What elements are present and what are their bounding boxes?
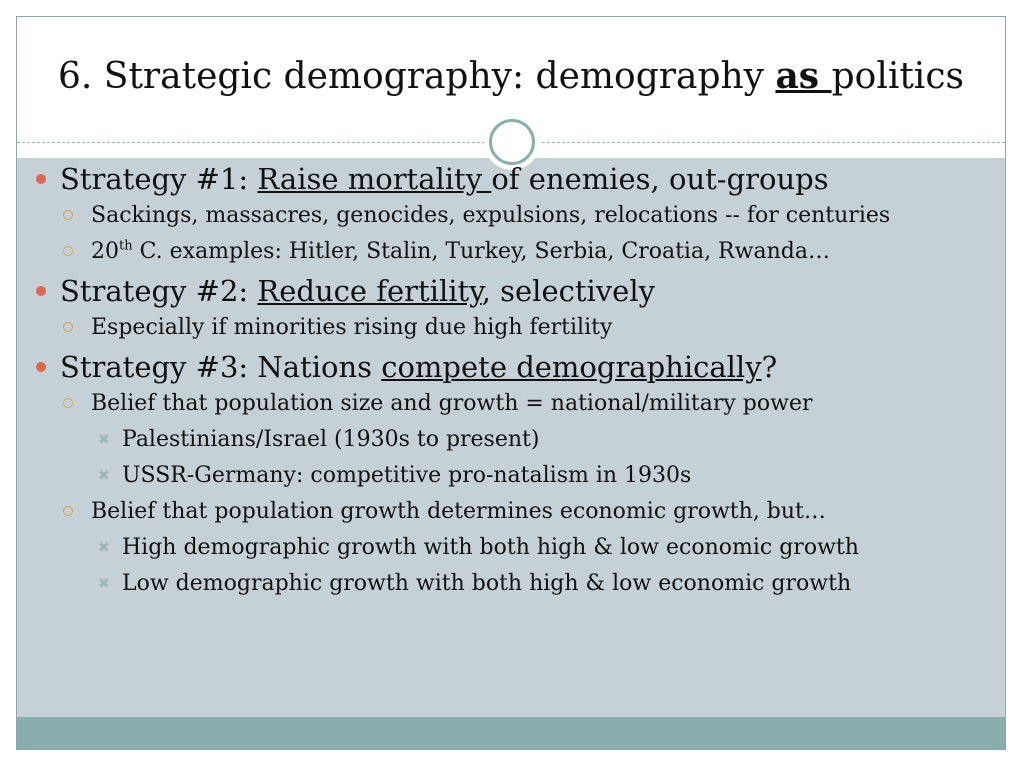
strategy-1-item: [36, 162, 1004, 196]
strategy-2-prefix: Strategy #2:: [60, 274, 258, 308]
bullet-ring-icon: [63, 398, 73, 408]
strategy-2-item: [36, 274, 1004, 308]
strategy-3-sub-2-b: [36, 570, 1004, 598]
strategy-1-sub-1-text: Sackings, massacres, genocides, expulsions, relocations -- for centuries: [91, 203, 891, 228]
bullet-ring-icon: [63, 246, 73, 256]
bullet-ring-icon: [63, 210, 73, 220]
bullet-x-icon: ✖: [98, 468, 110, 484]
footer-band: [17, 717, 1005, 750]
bullet-dot-icon: [36, 362, 46, 372]
strategy-3-underlined: compete demographically: [381, 350, 762, 384]
bullet-list: [36, 162, 1004, 606]
strategy-3-sub-1-a: [36, 426, 1004, 454]
title-text-after: politics: [831, 56, 964, 97]
strategy-1-sub-1: [36, 202, 1004, 230]
slide-title: [17, 55, 1005, 97]
strategy-1-sub-2-superscript: th: [119, 238, 133, 254]
title-text-before: 6. Strategic demography: demography: [58, 56, 776, 97]
strategy-3-sub-1: [36, 390, 1004, 418]
strategy-3-sub-2: [36, 498, 1004, 526]
bullet-ring-icon: [63, 506, 73, 516]
strategy-2-underlined: Reduce fertility: [257, 274, 482, 308]
strategy-3-sub-2-text: Belief that population growth determines economic growth, but…: [91, 499, 826, 524]
strategy-1-sub-2-number: 20: [91, 239, 119, 264]
strategy-3-prefix: Strategy #3: Nations: [60, 350, 382, 384]
strategy-3-sub-2-b-text: Low demographic growth with both high & low economic growth: [122, 571, 852, 596]
strategy-3-sub-2-a-text: High demographic growth with both high & low economic growth: [122, 535, 859, 560]
strategy-2-suffix: , selectively: [481, 274, 655, 308]
strategy-3-sub-1-b: [36, 462, 1004, 490]
strategy-1-sub-2-text: C. examples: Hitler, Stalin, Turkey, Serbia, Croatia, Rwanda…: [132, 239, 830, 264]
strategy-1-underlined: Raise mortality: [257, 162, 492, 196]
strategy-3-sub-1-text: Belief that population size and growth = national/military power: [91, 391, 813, 416]
strategy-2-sub-1: [36, 314, 1004, 342]
strategy-3-sub-2-a: [36, 534, 1004, 562]
bullet-dot-icon: [36, 286, 46, 296]
strategy-3-item: [36, 350, 1004, 384]
strategy-3-sub-1-b-text: USSR-Germany: competitive pro-natalism in 1930s: [122, 463, 692, 488]
strategy-3-sub-1-a-text: Palestinians/Israel (1930s to present): [122, 427, 540, 452]
strategy-1-prefix: Strategy #1:: [60, 162, 258, 196]
bullet-dot-icon: [36, 174, 46, 184]
bullet-x-icon: ✖: [98, 576, 110, 592]
title-emphasis: as: [775, 55, 832, 97]
strategy-1-suffix: of enemies, out-groups: [491, 162, 829, 196]
divider-circle-ring: [489, 119, 535, 165]
bullet-x-icon: ✖: [98, 432, 110, 448]
strategy-2-sub-1-text: Especially if minorities rising due high fertility: [91, 315, 613, 340]
bullet-ring-icon: [63, 322, 73, 332]
strategy-1-sub-2: [36, 238, 1004, 266]
bullet-x-icon: ✖: [98, 540, 110, 556]
strategy-3-suffix: ?: [761, 350, 778, 384]
